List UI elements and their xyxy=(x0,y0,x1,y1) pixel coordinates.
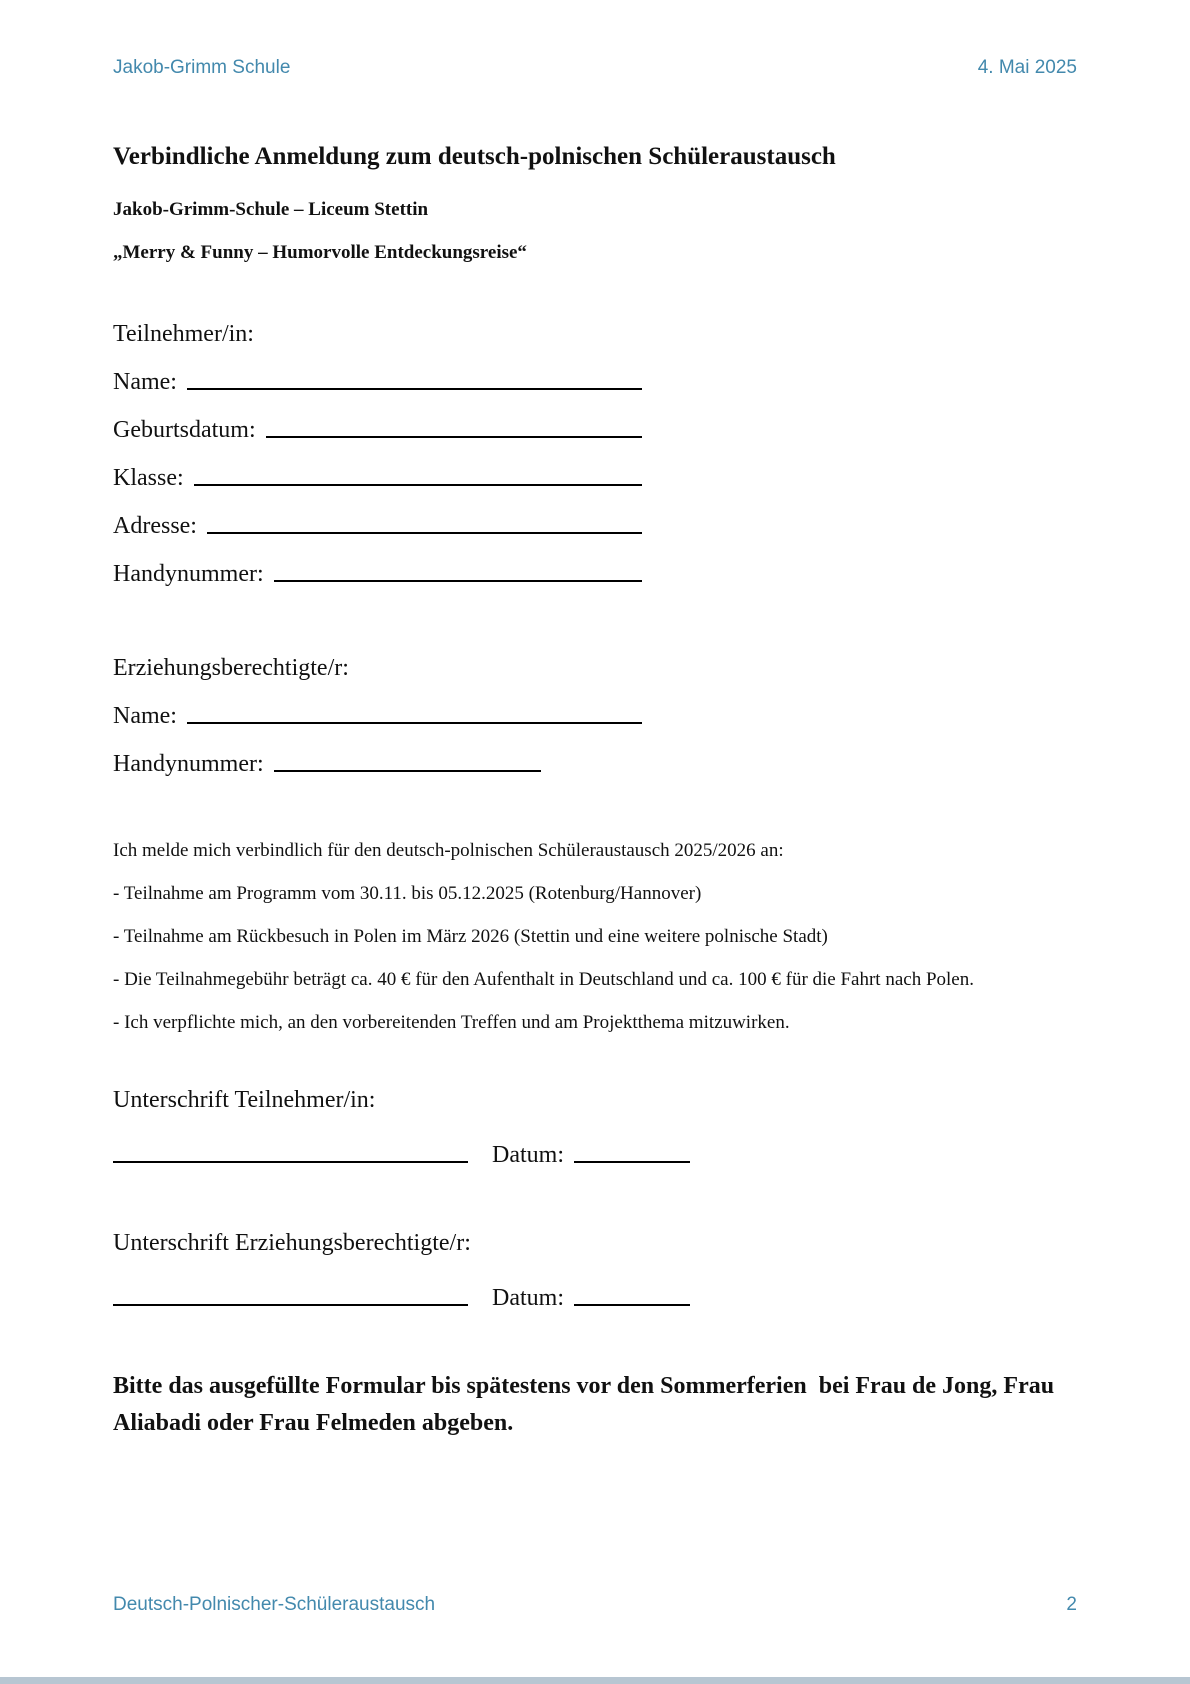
guardian-name-row xyxy=(113,702,642,730)
closing-instruction: Bitte das ausgefüllte Formular bis spätestens vor den Sommerferien bei Frau de Jong, Frau Aliabadi oder Frau Felmeden abgeben. xyxy=(113,1373,1059,1436)
header-school-name: Jakob-Grimm Schule xyxy=(113,57,291,78)
participant-name-blank-line xyxy=(187,388,642,390)
date-blank-line xyxy=(574,1304,690,1306)
participant-name-row xyxy=(113,368,642,396)
signature-guardian-heading: Unterschrift Erziehungsberechtigte/r: xyxy=(113,1230,471,1256)
footer-page-number: 2 xyxy=(1066,1594,1077,1615)
declaration-item-fee: - Die Teilnahmegebühr beträgt ca. 40 € für den Aufenthalt in Deutschland und ca. 100 € für die Fahrt nach Polen. xyxy=(113,969,974,990)
footer-document-label: Deutsch-Polnischer-Schüleraustausch xyxy=(113,1594,436,1615)
participant-address-blank-line xyxy=(207,532,642,534)
participant-address-row xyxy=(113,512,642,540)
participant-section-heading: Teilnehmer/in: xyxy=(113,321,254,347)
document-subtitle: Jakob-Grimm-Schule – Liceum Stettin xyxy=(113,199,429,220)
participant-phone-blank-line xyxy=(274,580,642,582)
guardian-phone-blank-line xyxy=(274,770,541,772)
field-label: Klasse: xyxy=(113,465,184,491)
signature-participant-blank-line xyxy=(113,1161,468,1163)
header-date: 4. Mai 2025 xyxy=(977,57,1077,78)
declaration-item-commitment: - Ich verpflichte mich, an den vorbereitenden Treffen und am Projektthema mitzuwirken. xyxy=(113,1012,790,1033)
participant-class-blank-line xyxy=(194,484,642,486)
participant-birthdate-blank-line xyxy=(266,436,642,438)
signature-guardian-row xyxy=(113,1284,1077,1312)
guardian-name-blank-line xyxy=(187,722,642,724)
field-label: Handynummer: xyxy=(113,561,264,587)
field-label: Adresse: xyxy=(113,513,197,539)
signature-guardian-blank-line xyxy=(113,1304,468,1306)
participant-phone-row xyxy=(113,560,642,588)
declaration-item-program: - Teilnahme am Programm vom 30.11. bis 05.12.2025 (Rotenburg/Hannover) xyxy=(113,883,702,904)
date-label: Datum: xyxy=(492,1285,564,1311)
field-label: Geburtsdatum: xyxy=(113,417,256,443)
declaration-intro: Ich melde mich verbindlich für den deutsch-polnischen Schüleraustausch 2025/2026 an: xyxy=(113,840,784,861)
document-title: Verbindliche Anmeldung zum deutsch-polnischen Schüleraustausch xyxy=(113,143,836,170)
guardian-section-heading: Erziehungsberechtigte/r: xyxy=(113,655,349,681)
date-label: Datum: xyxy=(492,1142,564,1168)
signature-participant-row xyxy=(113,1141,1077,1169)
page-footer xyxy=(113,1594,1077,1616)
signature-participant-heading: Unterschrift Teilnehmer/in: xyxy=(113,1087,376,1113)
field-label: Name: xyxy=(113,703,177,729)
field-label: Name: xyxy=(113,369,177,395)
page-header xyxy=(113,57,1077,79)
participant-birthdate-row xyxy=(113,416,642,444)
page-bottom-edge xyxy=(0,1677,1190,1684)
field-label: Handynummer: xyxy=(113,751,264,777)
document-motto: „Merry & Funny – Humorvolle Entdeckungsreise“ xyxy=(113,242,527,263)
participant-class-row xyxy=(113,464,642,492)
guardian-phone-row xyxy=(113,750,541,778)
date-blank-line xyxy=(574,1161,690,1163)
declaration-item-return-visit: - Teilnahme am Rückbesuch in Polen im März 2026 (Stettin und eine weitere polnische Stadt) xyxy=(113,926,828,947)
